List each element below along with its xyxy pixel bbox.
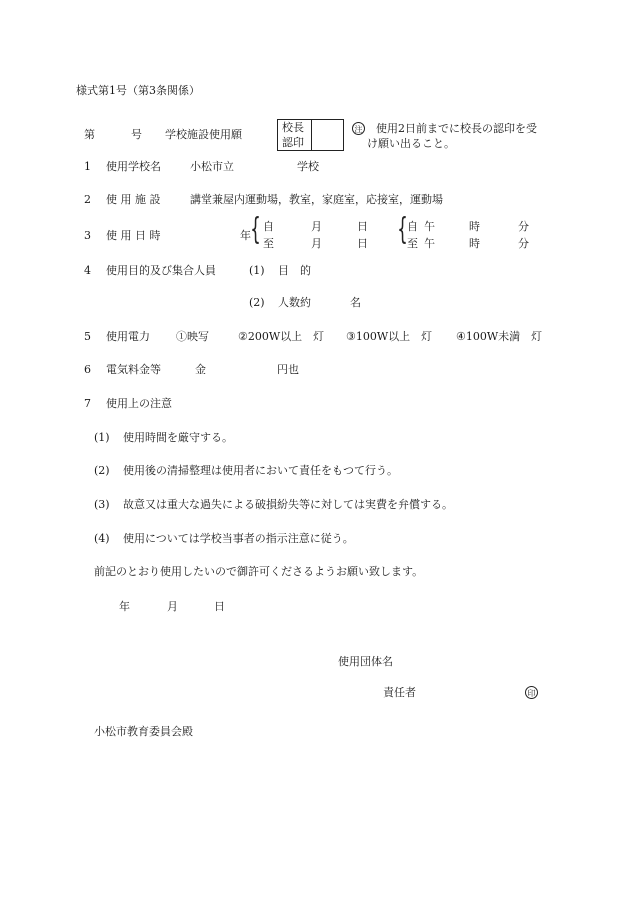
item-6-amount-suffix: 円也: [277, 363, 299, 376]
item-3-from-ampm: 午: [424, 220, 435, 233]
item-4-sub2-number: (2): [249, 296, 265, 309]
item-6-number: 6: [84, 363, 91, 376]
item-3-year: 年: [240, 229, 251, 242]
item-3-from-hour: 時: [469, 220, 480, 233]
stamp-label-principal: 校長: [282, 121, 304, 134]
item-3-number: 3: [84, 229, 91, 242]
responsible-person-label: 責任者: [383, 686, 416, 699]
form-title: 学校施設使用願: [165, 128, 242, 141]
note-2-number: (2): [94, 464, 110, 477]
form-id: 様式第1号（第3条関係）: [76, 84, 200, 97]
item-4-number: 4: [84, 264, 91, 277]
item-3-to-ampm: 午: [424, 237, 435, 250]
item-1-number: 1: [84, 160, 91, 173]
item-3-from-minute: 分: [518, 220, 529, 233]
note-line-1: 使用2日前までに校長の認印を受: [376, 122, 537, 135]
note-line-2: け願い出ること。: [367, 137, 455, 150]
note-1-number: (1): [94, 431, 110, 444]
item-4-sub1-number: (1): [249, 264, 265, 277]
item-1-city-prefix: 小松市立: [190, 160, 234, 173]
item-6-label: 電気料金等: [106, 363, 161, 376]
power-option-200w: ②200W以上 灯: [238, 330, 325, 343]
item-4-headcount-label: 人数約: [278, 296, 311, 309]
organization-name-label: 使用団体名: [338, 655, 393, 668]
brace-left-icon: {: [250, 212, 261, 247]
item-1-label: 使用学校名: [106, 160, 161, 173]
item-3-from: 自: [263, 220, 274, 233]
date-year: 年: [119, 600, 130, 613]
item-3-to-hour: 時: [469, 237, 480, 250]
date-month: 月: [167, 600, 178, 613]
power-option-100w-plus: ③100W以上 灯: [346, 330, 433, 343]
note-3-text: 故意又は重大な過失による破損紛失等に対しては実費を弁償する。: [123, 498, 453, 511]
note-3-number: (3): [94, 498, 110, 511]
item-5-label: 使用電力: [106, 330, 150, 343]
power-option-projection: ①映写: [176, 330, 209, 343]
item-3-to-month: 月: [311, 237, 322, 250]
item-3-to-minute: 分: [518, 237, 529, 250]
item-3-to-time: 至: [407, 237, 418, 250]
item-3-label: 使 用 日 時: [106, 229, 161, 242]
item-3-to-day: 日: [357, 237, 368, 250]
brace-right-icon: {: [397, 212, 408, 247]
date-day: 日: [214, 600, 225, 613]
stamp-label-approval: 認印: [282, 136, 304, 149]
note-mark-icon: 注: [352, 122, 365, 135]
item-2-number: 2: [84, 193, 91, 206]
item-3-from-day: 日: [357, 220, 368, 233]
item-2-facilities: 講堂兼屋内運動場，教室，家庭室，応接室，運動場: [190, 193, 443, 206]
closing-request: 前記のとおり使用したいので御許可くださるようお願い致します。: [94, 565, 424, 578]
item-3-to: 至: [263, 237, 274, 250]
note-4-number: (4): [94, 532, 110, 545]
item-4-headcount-unit: 名: [350, 296, 361, 309]
item-3-from-time: 自: [407, 220, 418, 233]
item-1-school-suffix: 学校: [297, 160, 319, 173]
item-4-label: 使用目的及び集合人員: [106, 264, 216, 277]
note-1-text: 使用時間を厳守する。: [123, 431, 233, 444]
power-option-100w-under: ④100W未満 灯: [456, 330, 543, 343]
seal-mark-icon: 印: [525, 686, 538, 699]
item-7-number: 7: [84, 397, 91, 410]
item-7-label: 使用上の注意: [106, 397, 172, 410]
item-5-number: 5: [84, 330, 91, 343]
addressee: 小松市教育委員会殿: [94, 725, 193, 738]
item-3-from-month: 月: [311, 220, 322, 233]
note-2-text: 使用後の清掃整理は使用者において責任をもつて行う。: [123, 464, 398, 477]
number-prefix: 第: [84, 128, 95, 141]
number-suffix: 号: [131, 128, 142, 141]
item-2-label: 使 用 施 設: [106, 193, 161, 206]
item-4-purpose-label: 目 的: [278, 264, 311, 277]
note-4-text: 使用については学校当事者の指示注意に従う。: [123, 532, 354, 545]
item-6-amount-prefix: 金: [195, 363, 206, 376]
